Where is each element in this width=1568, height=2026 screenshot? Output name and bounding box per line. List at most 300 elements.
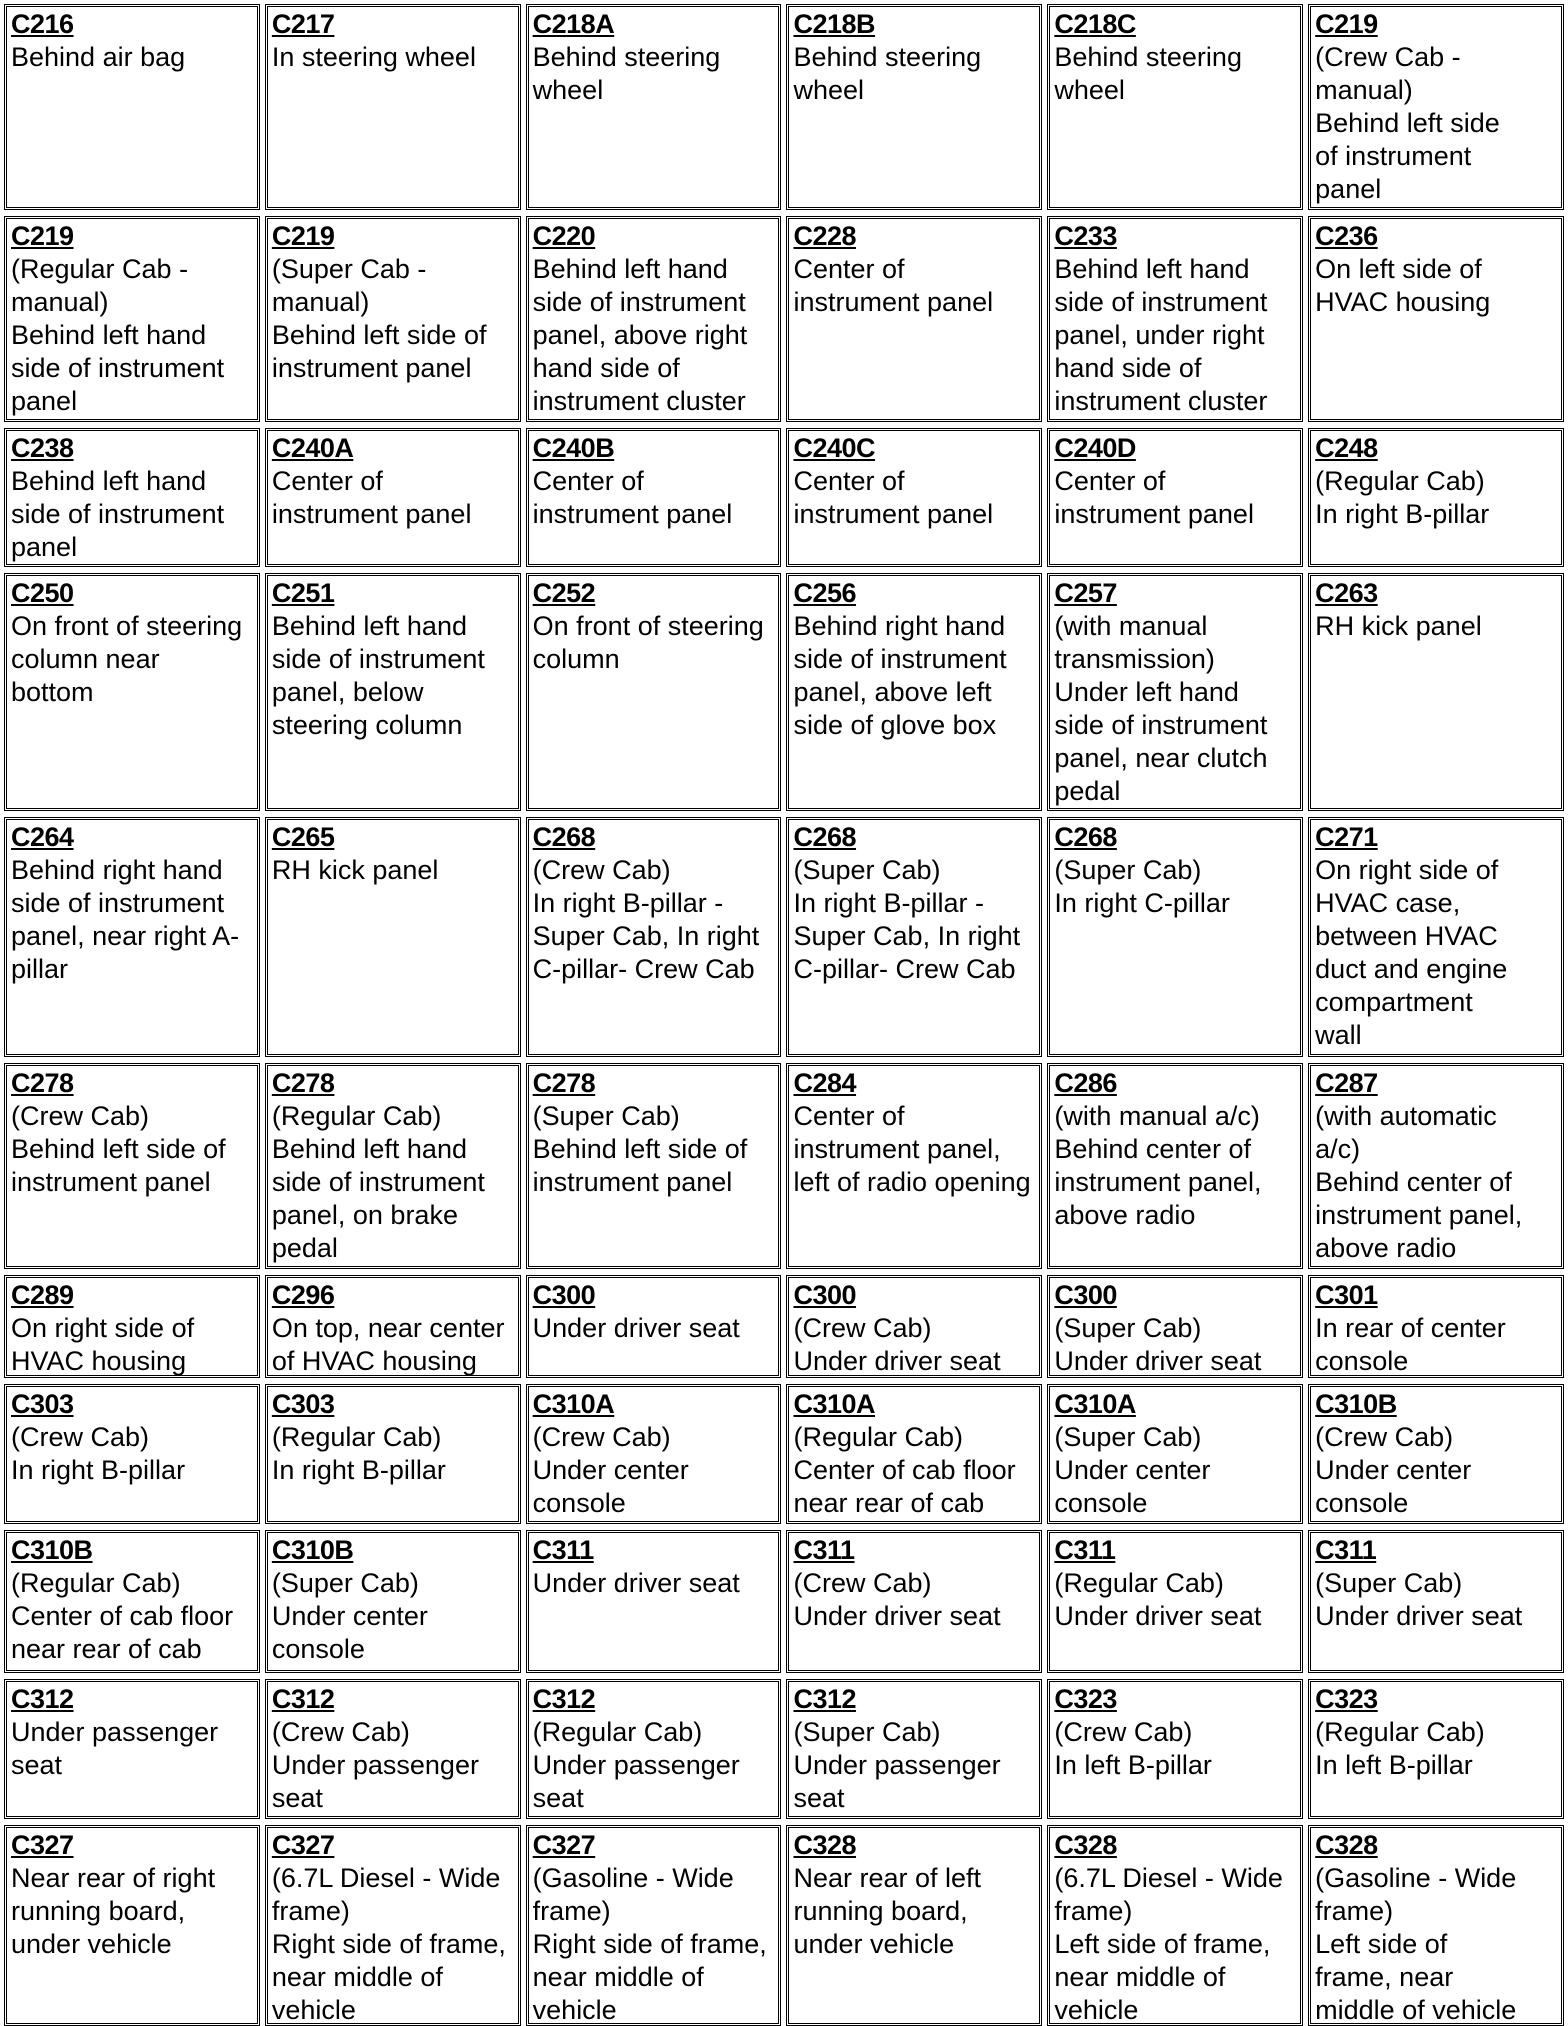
connector-location-line: Behind left hand — [271, 1134, 467, 1164]
connector-location-line: seat — [532, 1783, 584, 1813]
connector-location-line: In steering wheel — [271, 42, 476, 72]
connector-location-line: near middle of — [532, 1962, 704, 1992]
connector-location-line: panel, near clutch — [1054, 743, 1268, 773]
connector-location-line: Near rear of left — [793, 1863, 982, 1893]
connector-cell — [786, 817, 1042, 1057]
connector-cell — [1308, 1275, 1564, 1378]
connector-code: C300 — [532, 1280, 596, 1310]
connector-location-line: (Crew Cab) — [11, 1101, 150, 1131]
connector-cell — [1047, 817, 1303, 1057]
connector-location-line: In right B-pillar - — [532, 888, 724, 918]
connector-cell — [526, 4, 782, 210]
connector-code: C327 — [11, 1830, 74, 1860]
connector-cell — [1308, 1530, 1564, 1673]
connector-location-line: between HVAC — [1315, 921, 1498, 951]
connector-location-line: frame) — [1054, 1896, 1133, 1926]
connector-location-line: duct and engine — [1315, 954, 1508, 984]
connector-cell — [265, 4, 521, 210]
connector-code: C248 — [1315, 433, 1378, 463]
connector-cell — [265, 573, 521, 811]
connector-location-line: Under passenger — [793, 1750, 1001, 1780]
connector-code: C286 — [1054, 1068, 1117, 1098]
connector-location-line: frame) — [1315, 1896, 1394, 1926]
connector-location-line: vehicle — [271, 1995, 356, 2025]
connector-location-line: instrument panel — [271, 499, 472, 529]
connector-location-line: column near — [11, 644, 160, 674]
connector-location-line: (Regular Cab - — [11, 254, 189, 284]
connector-location-line: (6.7L Diesel - Wide — [1054, 1863, 1283, 1893]
connector-location-line: HVAC case, — [1315, 888, 1461, 918]
connector-location-line: instrument panel, — [793, 1134, 1001, 1164]
connector-location-line: Under driver seat — [532, 1313, 740, 1343]
connector-location-line: On right side of — [1315, 855, 1499, 885]
connector-location-line: Under passenger — [11, 1717, 219, 1747]
connector-location-line: Behind center of — [1315, 1167, 1512, 1197]
connector-location-line: instrument panel — [793, 287, 994, 317]
connector-location-line: (Regular Cab) — [1054, 1568, 1224, 1598]
connector-code: C264 — [11, 822, 74, 852]
connector-code: C240C — [793, 433, 876, 463]
connector-location-line: pillar — [11, 954, 69, 984]
connector-code: C328 — [793, 1830, 857, 1860]
connector-location-line: near middle of — [1054, 1962, 1226, 1992]
connector-location-line: running board, — [11, 1896, 186, 1926]
connector-code: C265 — [271, 822, 335, 852]
connector-location-line: (Crew Cab) — [793, 1313, 932, 1343]
connector-location-line: running board, — [793, 1896, 968, 1926]
connector-location-line: Behind left side of — [532, 1134, 748, 1164]
connector-code: C300 — [1054, 1280, 1117, 1310]
connector-code: C311 — [1054, 1535, 1116, 1565]
connector-location-line: Under driver seat — [793, 1346, 1001, 1376]
connector-location-line: Behind left side — [1315, 108, 1500, 138]
connector-location-line: left of radio opening — [793, 1167, 1031, 1197]
connector-location-line: manual) — [271, 287, 370, 317]
connector-location-line: instrument panel — [793, 499, 994, 529]
connector-location-line: instrument cluster — [532, 386, 746, 416]
connector-location-line: instrument panel — [532, 499, 733, 529]
connector-cell — [265, 1530, 521, 1673]
connector-location-line: Behind steering — [793, 42, 982, 72]
connector-code: C278 — [271, 1068, 335, 1098]
connector-code: C310B — [11, 1535, 93, 1565]
connector-location-line: instrument panel — [1054, 499, 1254, 529]
connector-cell — [786, 573, 1042, 811]
connector-location-line: side of instrument — [793, 644, 1007, 674]
connector-cell — [526, 216, 782, 422]
connector-cell — [526, 1679, 782, 1819]
connector-location-line: near rear of cab — [793, 1488, 985, 1518]
connector-location-line: Left side of — [1315, 1929, 1448, 1959]
connector-location-line: On right side of — [11, 1313, 195, 1343]
connector-location-line: side of instrument — [271, 644, 485, 674]
connector-location-line: vehicle — [532, 1995, 617, 2025]
connector-cell — [1047, 216, 1303, 422]
connector-code: C323 — [1315, 1684, 1378, 1714]
connector-cell — [786, 1063, 1042, 1269]
connector-location-line: console — [1054, 1488, 1148, 1518]
connector-location-line: Super Cab, In right — [532, 921, 760, 951]
connector-location-line: (Crew Cab) — [11, 1422, 150, 1452]
connector-cell — [526, 428, 782, 567]
connector-code: C216 — [11, 9, 74, 39]
connector-code: C278 — [11, 1068, 74, 1098]
connector-location-line: panel — [1315, 174, 1382, 204]
connector-location-line: console — [1315, 1488, 1409, 1518]
connector-code: C301 — [1315, 1280, 1378, 1310]
connector-location-line: Under passenger — [271, 1750, 479, 1780]
connector-location-line: (Super Cab) — [1054, 1422, 1202, 1452]
connector-cell — [1047, 1679, 1303, 1819]
connector-cell — [265, 1063, 521, 1269]
connector-code: C256 — [793, 578, 857, 608]
connector-code: C217 — [271, 9, 335, 39]
connector-location-line: console — [1315, 1346, 1409, 1376]
connector-code: C228 — [793, 221, 857, 251]
connector-location-line: On front of steering — [532, 611, 764, 641]
connector-location-line: (with manual a/c) — [1054, 1101, 1260, 1131]
connector-location-line: RH kick panel — [271, 855, 439, 885]
connector-code: C327 — [532, 1830, 596, 1860]
connector-location-line: hand side of — [532, 353, 680, 383]
connector-cell — [526, 1530, 782, 1673]
connector-code: C278 — [532, 1068, 596, 1098]
connector-location-line: (Crew Cab) — [271, 1717, 410, 1747]
connector-cell — [1308, 573, 1564, 811]
connector-location-line: Center of cab floor — [11, 1601, 234, 1631]
connector-location-line: In right B-pillar — [11, 1455, 186, 1485]
connector-cell — [1047, 1825, 1303, 2026]
connector-location-line: seat — [271, 1783, 323, 1813]
connector-code: C289 — [11, 1280, 74, 1310]
connector-location-line: (Super Cab) — [793, 855, 941, 885]
connector-code: C240A — [271, 433, 354, 463]
connector-location-line: (Super Cab) — [793, 1717, 941, 1747]
connector-location-line: (Super Cab) — [1315, 1568, 1463, 1598]
connector-location-line: side of instrument — [532, 287, 746, 317]
connector-code: C310B — [1315, 1389, 1397, 1419]
connector-location-line: seat — [793, 1783, 845, 1813]
connector-location-line: (Crew Cab) — [1054, 1717, 1193, 1747]
connector-code: C311 — [793, 1535, 855, 1565]
connector-code: C310B — [271, 1535, 354, 1565]
connector-cell — [265, 1825, 521, 2026]
connector-location-line: (Super Cab) — [1054, 1313, 1202, 1343]
connector-code: C219 — [271, 221, 335, 251]
connector-location-line: (Super Cab - — [271, 254, 427, 284]
connector-location-line: Behind left hand — [11, 320, 207, 350]
connector-cell — [786, 216, 1042, 422]
connector-location-line: side of instrument — [1054, 287, 1268, 317]
connector-location-line: Behind left side of — [271, 320, 487, 350]
connector-location-line: (Crew Cab - — [1315, 42, 1461, 72]
connector-location-line: instrument panel, — [1315, 1200, 1523, 1230]
connector-location-line: panel, near right A- — [11, 921, 240, 951]
connector-code: C323 — [1054, 1684, 1117, 1714]
connector-location-line: HVAC housing — [11, 1346, 187, 1376]
connector-location-line: Under driver seat — [793, 1601, 1001, 1631]
connector-location-line: instrument panel — [532, 1167, 733, 1197]
connector-code: C303 — [11, 1389, 74, 1419]
connector-code: C268 — [532, 822, 596, 852]
connector-location-line: (with manual — [1054, 611, 1208, 641]
connector-code: C303 — [271, 1389, 335, 1419]
connector-location-line: Behind left hand — [11, 466, 207, 496]
connector-location-line: (with automatic — [1315, 1101, 1497, 1131]
connector-location-line: On front of steering — [11, 611, 243, 641]
connector-location-table — [4, 4, 1564, 2025]
connector-cell — [1308, 817, 1564, 1057]
connector-cell — [786, 1275, 1042, 1378]
connector-cell — [786, 4, 1042, 210]
connector-location-line: side of instrument — [11, 353, 225, 383]
connector-location-line: Under driver seat — [1315, 1601, 1523, 1631]
connector-location-line: Behind right hand — [11, 855, 223, 885]
connector-location-line: Under driver seat — [532, 1568, 740, 1598]
connector-location-line: side of instrument — [11, 499, 225, 529]
connector-location-line: Center of cab floor — [793, 1455, 1016, 1485]
connector-location-line: console — [532, 1488, 626, 1518]
connector-location-line: Under center — [271, 1601, 428, 1631]
connector-location-line: manual) — [1315, 75, 1413, 105]
connector-location-line: Behind steering — [532, 42, 721, 72]
connector-location-line: Behind right hand — [793, 611, 1006, 641]
connector-cell — [265, 216, 521, 422]
connector-location-line: Under left hand — [1054, 677, 1239, 707]
connector-code: C233 — [1054, 221, 1117, 251]
connector-code: C310A — [532, 1389, 615, 1419]
connector-cell — [786, 1530, 1042, 1673]
connector-code: C250 — [11, 578, 74, 608]
connector-code: C268 — [793, 822, 857, 852]
connector-location-line: In left B-pillar — [1315, 1750, 1473, 1780]
connector-location-line: Behind left hand — [271, 611, 467, 641]
connector-location-line: Behind steering — [1054, 42, 1242, 72]
connector-location-line: middle of vehicle — [1315, 1995, 1517, 2025]
connector-location-line: (Crew Cab) — [1315, 1422, 1454, 1452]
connector-location-line: Left side of frame, — [1054, 1929, 1271, 1959]
connector-cell — [1308, 1679, 1564, 1819]
connector-cell — [1047, 1384, 1303, 1524]
connector-location-line: Center of — [532, 466, 644, 496]
connector-location-line: column — [532, 644, 620, 674]
connector-location-line: of instrument — [1315, 141, 1472, 171]
connector-location-line: Right side of frame, — [532, 1929, 767, 1959]
connector-location-line: panel, below — [271, 677, 424, 707]
connector-code: C240B — [532, 433, 615, 463]
connector-location-line: (Regular Cab) — [271, 1101, 442, 1131]
connector-location-line: side of instrument — [11, 888, 225, 918]
connector-location-line: Under center — [1054, 1455, 1211, 1485]
connector-location-line: frame) — [271, 1896, 350, 1926]
connector-location-line: Behind center of — [1054, 1134, 1251, 1164]
connector-location-line: Super Cab, In right — [793, 921, 1021, 951]
connector-location-line: Center of — [793, 466, 905, 496]
connector-location-line: On left side of — [1315, 254, 1482, 284]
connector-location-line: side of instrument — [1054, 710, 1268, 740]
connector-location-line: (Crew Cab) — [532, 855, 671, 885]
connector-code: C236 — [1315, 221, 1378, 251]
connector-cell — [1308, 216, 1564, 422]
connector-location-line: (Regular Cab) — [11, 1568, 181, 1598]
connector-code: C312 — [793, 1684, 857, 1714]
connector-code: C219 — [1315, 9, 1378, 39]
connector-cell — [786, 1679, 1042, 1819]
connector-location-line: (Gasoline - Wide — [1315, 1863, 1517, 1893]
connector-cell — [526, 1275, 782, 1378]
connector-location-line: (Crew Cab) — [793, 1568, 932, 1598]
connector-location-line: Under passenger — [532, 1750, 740, 1780]
connector-location-line: near rear of cab — [11, 1634, 202, 1664]
connector-location-line: Behind air bag — [11, 42, 186, 72]
connector-location-line: wheel — [1054, 75, 1125, 105]
connector-cell — [1308, 1825, 1564, 2026]
connector-cell — [265, 817, 521, 1057]
connector-cell — [1047, 1275, 1303, 1378]
connector-location-line: (Regular Cab) — [1315, 1717, 1485, 1747]
connector-code: C252 — [532, 578, 596, 608]
connector-cell — [4, 1063, 260, 1269]
connector-location-line: Behind left hand — [532, 254, 728, 284]
connector-location-line: In right B-pillar - — [793, 888, 985, 918]
connector-cell — [4, 1275, 260, 1378]
connector-cell — [265, 1275, 521, 1378]
connector-code: C284 — [793, 1068, 857, 1098]
connector-location-line: panel, under right — [1054, 320, 1265, 350]
connector-code: C300 — [793, 1280, 857, 1310]
connector-location-line: In rear of center — [1315, 1313, 1506, 1343]
connector-code: C310A — [1054, 1389, 1136, 1419]
connector-location-line: In left B-pillar — [1054, 1750, 1212, 1780]
connector-location-line: Center of — [793, 254, 905, 284]
connector-cell — [1308, 428, 1564, 567]
connector-cell — [4, 817, 260, 1057]
connector-cell — [265, 428, 521, 567]
connector-cell — [265, 1384, 521, 1524]
connector-cell — [4, 1530, 260, 1673]
connector-location-line: wall — [1315, 1020, 1362, 1050]
connector-code: C238 — [11, 433, 74, 463]
connector-location-line: Behind left hand — [1054, 254, 1250, 284]
connector-cell — [4, 1679, 260, 1819]
connector-cell — [526, 1063, 782, 1269]
connector-location-line: In right C-pillar — [1054, 888, 1230, 918]
connector-code: C218B — [793, 9, 876, 39]
connector-location-line: (Super Cab) — [271, 1568, 419, 1598]
connector-cell — [1047, 573, 1303, 811]
connector-location-line: (Crew Cab) — [532, 1422, 671, 1452]
connector-location-line: hand side of — [1054, 353, 1202, 383]
connector-location-line: near middle of — [271, 1962, 443, 1992]
connector-location-line: instrument cluster — [1054, 386, 1268, 416]
connector-cell — [526, 817, 782, 1057]
connector-cell — [1047, 1530, 1303, 1673]
connector-code: C312 — [271, 1684, 335, 1714]
connector-location-line: (Regular Cab) — [793, 1422, 964, 1452]
connector-code: C263 — [1315, 578, 1378, 608]
connector-cell — [786, 1825, 1042, 2026]
connector-location-line: pedal — [1054, 776, 1121, 806]
connector-location-line: Center of — [271, 466, 383, 496]
connector-code: C328 — [1315, 1830, 1378, 1860]
connector-location-line: Under driver seat — [1054, 1601, 1262, 1631]
connector-code: C312 — [11, 1684, 74, 1714]
connector-location-line: steering column — [271, 710, 463, 740]
connector-location-line: Under center — [532, 1455, 689, 1485]
connector-location-line: panel — [11, 386, 78, 416]
connector-location-line: wheel — [793, 75, 865, 105]
connector-location-line: side of instrument — [271, 1167, 485, 1197]
connector-code: C220 — [532, 221, 596, 251]
connector-code: C218A — [532, 9, 615, 39]
connector-location-line: side of glove box — [793, 710, 997, 740]
connector-code: C310A — [793, 1389, 876, 1419]
connector-cell — [4, 4, 260, 210]
connector-code: C296 — [271, 1280, 335, 1310]
connector-location-line: Right side of frame, — [271, 1929, 506, 1959]
connector-location-line: RH kick panel — [1315, 611, 1482, 641]
connector-code: C240D — [1054, 433, 1136, 463]
connector-location-line: vehicle — [1054, 1995, 1139, 2025]
connector-location-line: under vehicle — [793, 1929, 955, 1959]
connector-location-line: instrument panel, — [1054, 1167, 1262, 1197]
connector-location-line: (Regular Cab) — [532, 1717, 703, 1747]
connector-location-line: above radio — [1054, 1200, 1196, 1230]
connector-location-line: panel, above left — [793, 677, 992, 707]
connector-cell — [1047, 428, 1303, 567]
connector-location-line: bottom — [11, 677, 94, 707]
connector-location-line: under vehicle — [11, 1929, 172, 1959]
connector-code: C268 — [1054, 822, 1117, 852]
connector-cell — [4, 573, 260, 811]
connector-location-line: frame) — [532, 1896, 611, 1926]
connector-location-line: Under driver seat — [1054, 1346, 1262, 1376]
connector-cell — [786, 1384, 1042, 1524]
connector-code: C328 — [1054, 1830, 1117, 1860]
connector-location-line: of HVAC housing — [271, 1346, 477, 1376]
connector-location-line: wheel — [532, 75, 604, 105]
connector-location-line: a/c) — [1315, 1134, 1361, 1164]
connector-cell — [1308, 1384, 1564, 1524]
connector-location-line: frame, near — [1315, 1962, 1454, 1992]
connector-location-line: panel — [11, 532, 78, 562]
connector-cell — [4, 428, 260, 567]
connector-location-line: console — [271, 1634, 365, 1664]
connector-cell — [786, 428, 1042, 567]
connector-cell — [526, 1384, 782, 1524]
connector-cell — [4, 216, 260, 422]
connector-location-line: (Super Cab) — [1054, 855, 1202, 885]
connector-location-line: C-pillar- Crew Cab — [532, 954, 755, 984]
connector-cell — [1047, 4, 1303, 210]
connector-code: C312 — [532, 1684, 596, 1714]
connector-location-line: Near rear of right — [11, 1863, 216, 1893]
connector-location-line: manual) — [11, 287, 109, 317]
connector-location-line: compartment — [1315, 987, 1473, 1017]
connector-location-line: Under center — [1315, 1455, 1472, 1485]
connector-code: C311 — [532, 1535, 594, 1565]
connector-location-line: seat — [11, 1750, 63, 1780]
connector-location-line: On top, near center — [271, 1313, 505, 1343]
connector-location-line: (Regular Cab) — [271, 1422, 442, 1452]
connector-location-line: (6.7L Diesel - Wide — [271, 1863, 501, 1893]
connector-cell — [526, 573, 782, 811]
connector-code: C219 — [11, 221, 74, 251]
connector-location-line: HVAC housing — [1315, 287, 1491, 317]
connector-location-line: panel, on brake — [271, 1200, 458, 1230]
connector-location-line: (Super Cab) — [532, 1101, 680, 1131]
connector-location-line: instrument panel — [271, 353, 472, 383]
